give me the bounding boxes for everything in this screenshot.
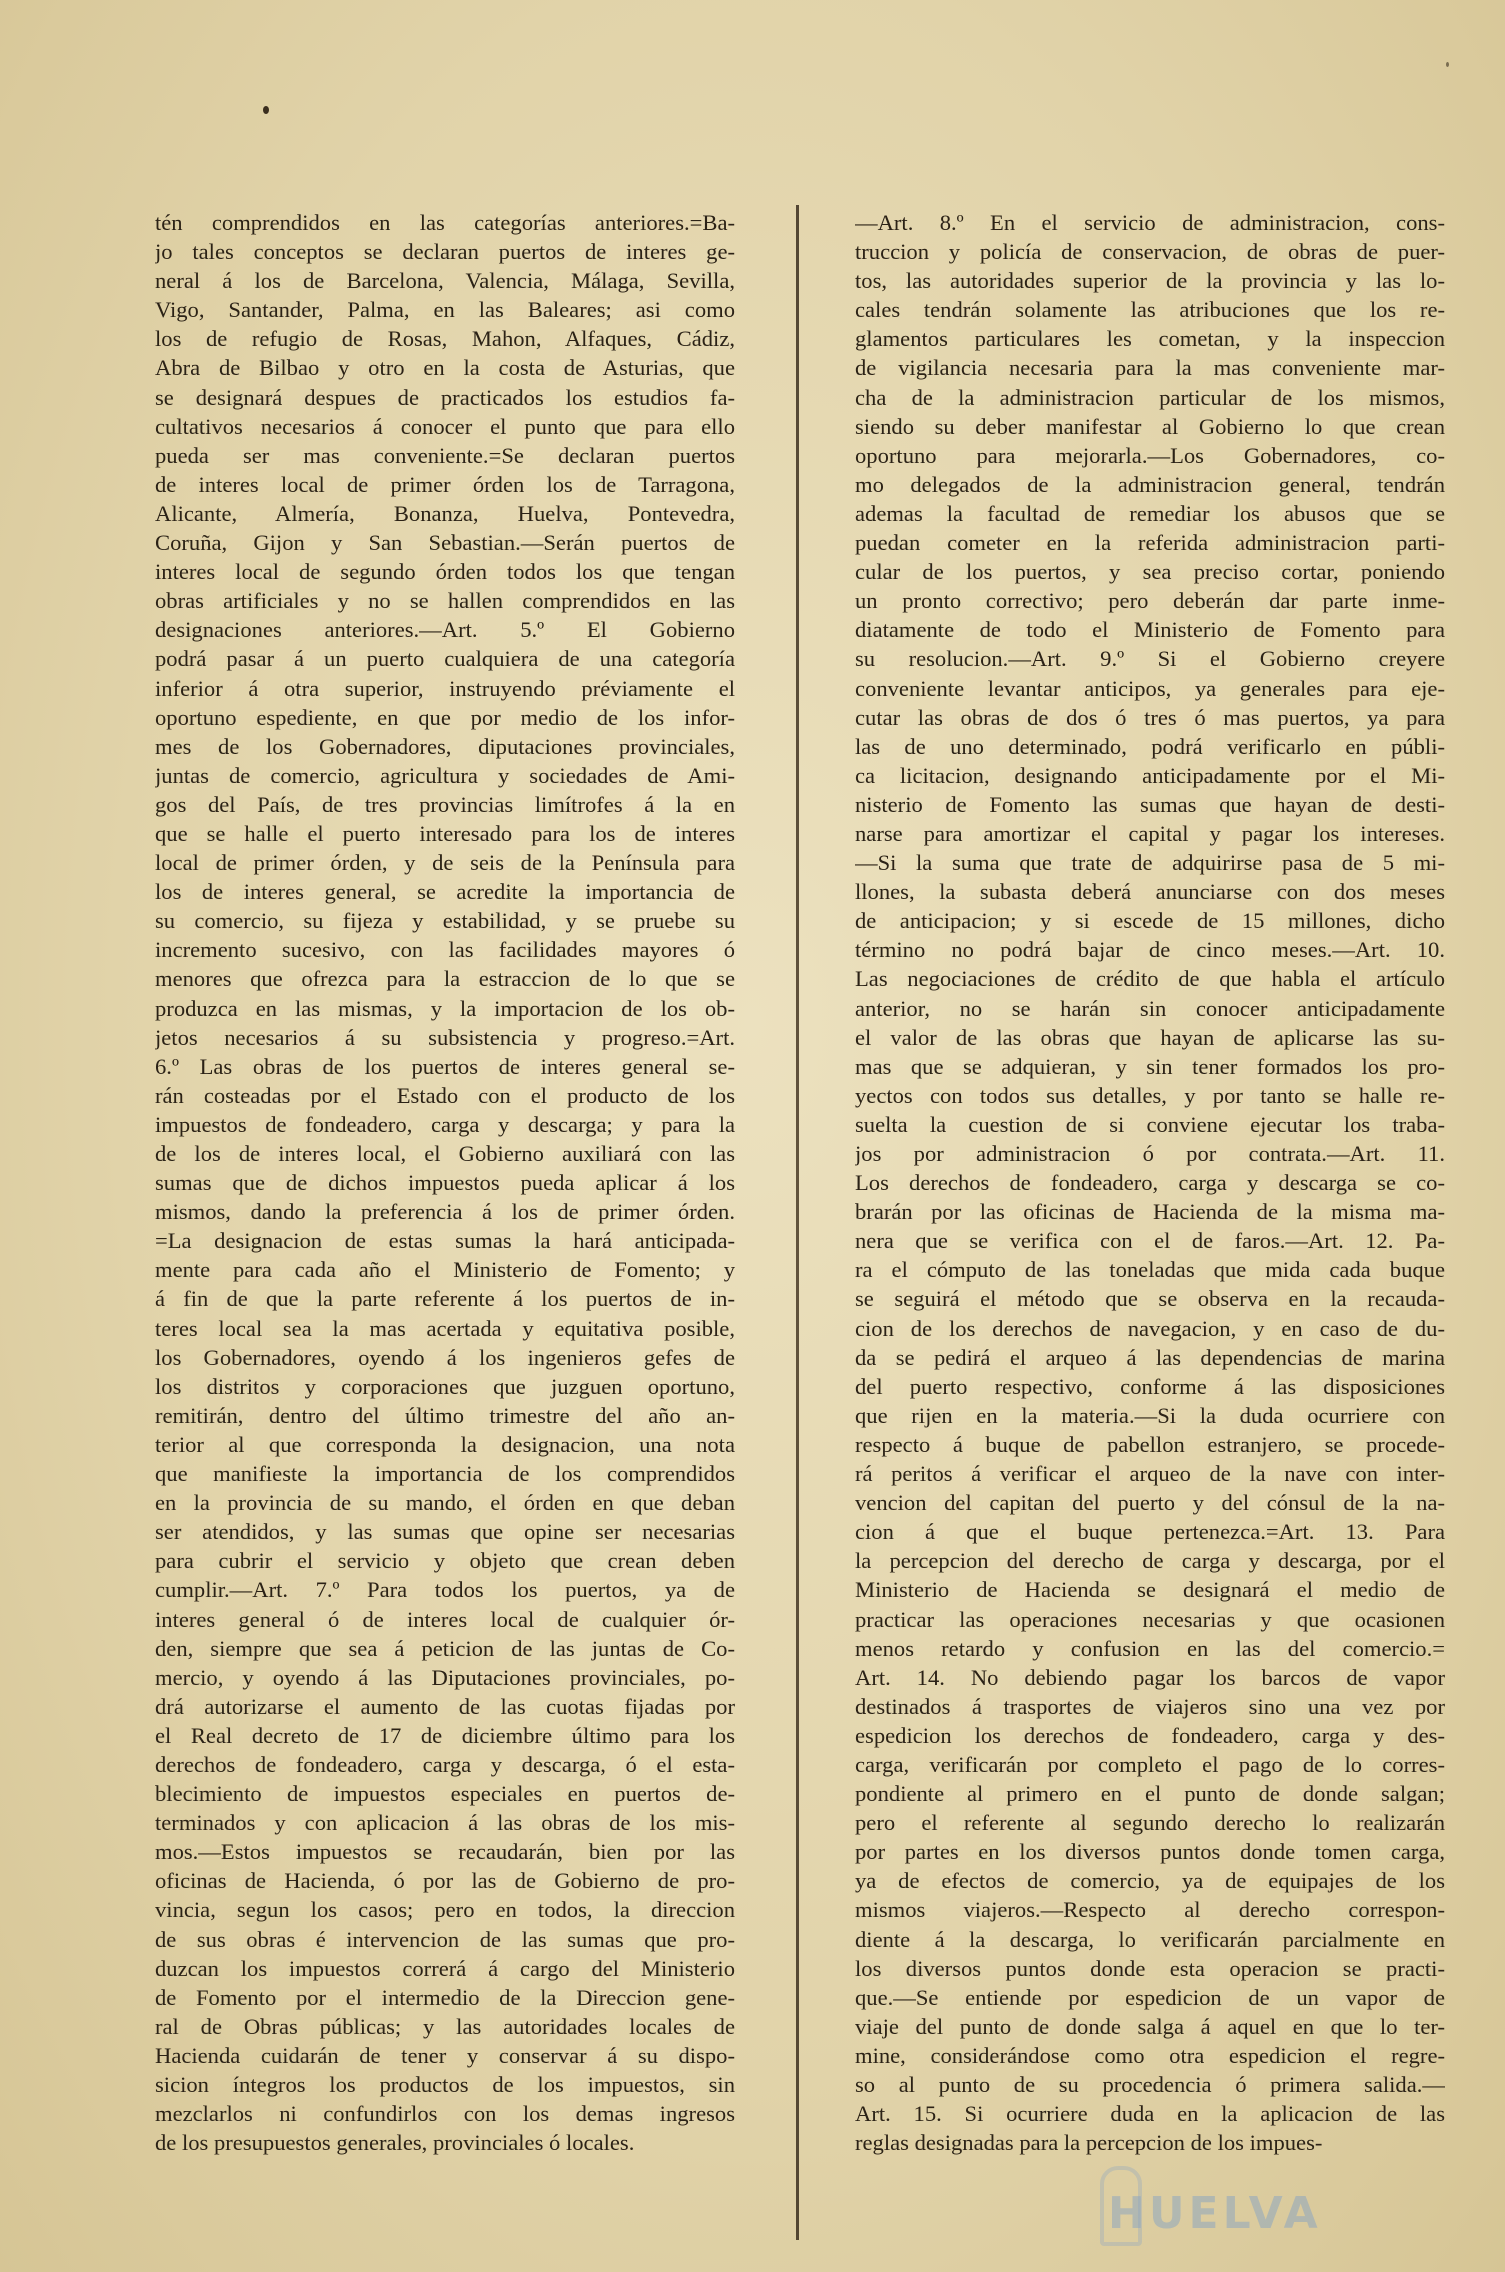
text-line: vencion del capitan del puerto y del cónsul de la na-: [855, 1490, 1445, 1516]
text-line: diatamente de todo el Ministerio de Fomento para: [855, 617, 1445, 643]
text-line: los diversos puntos donde esta operacion se practi-: [855, 1955, 1445, 1981]
text-line: Art. 15. Si ocurriere duda en la aplicacion de las: [855, 2101, 1445, 2127]
text-line: 6.º Las obras de los puertos de interes general se-: [155, 1053, 735, 1079]
text-line: duzcan los impuestos correrá á cargo del Ministerio: [155, 1955, 735, 1981]
text-line: den, siempre que sea á peticion de las juntas de Co-: [155, 1635, 735, 1661]
text-line: obras artificiales y no se hallen comprendidos en las: [155, 588, 735, 614]
text-line: de interes local de primer órden los de Tarragona,: [155, 471, 735, 497]
text-line: el Real decreto de 17 de diciembre último para los: [155, 1722, 735, 1748]
text-line: que se halle el puerto interesado para los de interes: [155, 820, 735, 846]
text-line: ademas la facultad de remediar los abusos que se: [855, 500, 1445, 526]
text-line: reglas designadas para la percepcion de los impues-: [855, 2130, 1323, 2156]
text-line: —Si la suma que trate de adquirirse pasa de 5 mi-: [855, 850, 1445, 876]
text-line: que rijen en la materia.—Si la duda ocurriere con: [855, 1402, 1445, 1428]
text-line: terior al que corresponda la designacion, una nota: [155, 1431, 735, 1457]
text-line: mente para cada año el Ministerio de Fomento; y: [155, 1257, 735, 1283]
text-line: cha de la administracion particular de los mismos,: [855, 384, 1445, 410]
text-line: inferior á otra superior, instruyendo préviamente el: [155, 675, 735, 701]
text-line: llones, la subasta deberá anunciarse con dos meses: [855, 879, 1445, 905]
text-line: glamentos particulares les cometan, y la inspeccion: [855, 326, 1445, 352]
text-line: impuestos de fondeadero, carga y descarga; y para la: [155, 1111, 735, 1137]
text-line: cion á que el buque pertenezca.=Art. 13. Para: [855, 1519, 1445, 1545]
text-line: juntas de comercio, agricultura y sociedades de Ami-: [155, 762, 735, 788]
text-line: neral á los de Barcelona, Valencia, Málaga, Sevilla,: [155, 268, 735, 294]
text-line: los distritos y corporaciones que juzguen oportuno,: [155, 1373, 735, 1399]
text-line: su resolucion.—Art. 9.º Si el Gobierno creyere: [855, 646, 1445, 672]
text-line: ser atendidos, y las sumas que opine ser necesarias: [155, 1519, 735, 1545]
text-line: que manifieste la importancia de los comprendidos: [155, 1461, 735, 1487]
text-line: Coruña, Gijon y San Sebastian.—Serán puertos de: [155, 530, 735, 556]
text-line: tos, las autoridades superior de la provincia y las lo-: [855, 268, 1445, 294]
text-line: de los de interes local, el Gobierno auxiliará con las: [155, 1141, 735, 1166]
text-line: Vigo, Santander, Palma, en las Baleares; asi como: [155, 297, 735, 323]
text-line: drá autorizarse el aumento de las cuotas fijadas por: [155, 1693, 735, 1719]
text-line: ca licitacion, designando anticipadamente por el Mi-: [855, 762, 1445, 788]
text-line: Hacienda cuidarán de tener y conservar á su dispo-: [155, 2042, 735, 2068]
text-line: mos.—Estos impuestos se recaudarán, bien por las: [155, 1839, 735, 1865]
text-line: incremento sucesivo, con las facilidades mayores ó: [155, 937, 735, 963]
text-line: por partes en los diversos puntos donde tomen carga,: [855, 1839, 1445, 1865]
text-line: rá peritos á verificar el arqueo de la nave con inter-: [855, 1461, 1445, 1487]
text-line: los Gobernadores, oyendo á los ingenieros gefes de: [155, 1344, 735, 1370]
text-line: ya de efectos de comercio, ya de equipajes de los: [855, 1868, 1445, 1894]
text-line: pueda ser mas conveniente.=Se declaran puertos: [155, 442, 735, 468]
text-line: cular de los puertos, y sea preciso cortar, poniendo: [855, 559, 1445, 585]
text-line: espedicion los derechos de fondeadero, carga y des-: [855, 1722, 1445, 1748]
text-line: se designará despues de practicados los estudios fa-: [155, 384, 735, 410]
text-line: derechos de fondeadero, carga y descarga, ó el esta-: [155, 1751, 735, 1777]
column-divider: [796, 205, 799, 2240]
text-line: oficinas de Hacienda, ó por las de Gobierno de pro-: [155, 1868, 735, 1894]
text-line: Ministerio de Hacienda se designará el medio de: [855, 1577, 1445, 1603]
text-line: diente á la descarga, lo verificarán parcialmente en: [855, 1926, 1445, 1952]
text-line: siendo su deber manifestar al Gobierno lo que crean: [855, 413, 1445, 439]
text-line: suelta la cuestion de si conviene ejecutar los traba-: [855, 1111, 1445, 1137]
text-line: mismos viajeros.—Respecto al derecho correspon-: [855, 1897, 1445, 1923]
text-line: jo tales conceptos se declaran puertos de interes ge-: [155, 239, 735, 265]
text-line: practicar las operaciones necesarias y que ocasionen: [855, 1606, 1445, 1632]
text-line: de Fomento por el intermedio de la Direccion gene-: [155, 1984, 735, 2010]
text-line: =La designacion de estas sumas la hará anticipada-: [155, 1228, 735, 1254]
text-line: en la provincia de su mando, el órden en que deban: [155, 1490, 735, 1516]
text-column-left: [155, 208, 735, 2157]
text-line: da se pedirá el arqueo á las dependencias de marina: [855, 1344, 1445, 1370]
ink-speck: [263, 106, 269, 114]
text-line: interes general ó de interes local de cualquier ór-: [155, 1606, 735, 1632]
text-line: designaciones anteriores.—Art. 5.º El Gobierno: [155, 617, 735, 643]
text-line: las de uno determinado, podrá verificarlo en públi-: [855, 733, 1445, 759]
text-line: blecimiento de impuestos especiales en puertos de-: [155, 1781, 735, 1807]
text-line: Las negociaciones de crédito de que habla el artículo: [855, 966, 1445, 992]
text-line: ral de Obras públicas; y las autoridades locales de: [155, 2013, 735, 2039]
text-line: podrá pasar á un puerto cualquiera de una categoría: [155, 646, 735, 672]
text-line: Alicante, Almería, Bonanza, Huelva, Pontevedra,: [155, 500, 735, 526]
text-line: cales tendrán solamente las atribuciones que los re-: [855, 297, 1445, 323]
text-line: truccion y policía de conservacion, de obras de puer-: [855, 239, 1445, 265]
text-line: cultativos necesarios á conocer el punto que para ello: [155, 413, 735, 439]
text-line: nisterio de Fomento las sumas que hayan de desti-: [855, 791, 1445, 817]
watermark: HUELVA: [1108, 2188, 1322, 2239]
text-line: conveniente levantar anticipos, ya generales para eje-: [855, 675, 1445, 701]
text-line: puedan cometer en la referida administracion parti-: [855, 530, 1445, 556]
text-line: pondiente al primero en el punto de donde salgan;: [855, 1781, 1445, 1807]
text-line: jetos necesarios á su subsistencia y progreso.=Art.: [155, 1024, 735, 1050]
text-line: mes de los Gobernadores, diputaciones provinciales,: [155, 733, 735, 759]
text-line: su comercio, su fijeza y estabilidad, y se pruebe su: [155, 908, 735, 934]
text-line: oportuno para mejorarla.—Los Gobernadores, co-: [855, 442, 1445, 468]
text-line: que.—Se entiende por espedicion de un vapor de: [855, 1984, 1445, 2010]
text-line: teres local sea la mas acertada y equitativa posible,: [155, 1315, 735, 1341]
text-line: Art. 14. No debiendo pagar los barcos de vapor: [855, 1664, 1445, 1690]
text-line: respecto á buque de pabellon estranjero, se procede-: [855, 1431, 1445, 1457]
text-line: remitirán, dentro del último trimestre del año an-: [155, 1402, 735, 1428]
text-line: Abra de Bilbao y otro en la costa de Asturias, que: [155, 355, 735, 381]
text-line: sumas que de dichos impuestos pueda aplicar á los: [155, 1170, 735, 1196]
text-line: interes local de segundo órden todos los que tengan: [155, 559, 735, 585]
text-line: término no podrá bajar de cinco meses.—Art. 10.: [855, 937, 1445, 963]
text-line: tén comprendidos en las categorías anteriores.=Ba-: [155, 210, 735, 235]
text-line: el valor de las obras que hayan de aplicarse las su-: [855, 1024, 1445, 1050]
text-line: —Art. 8.º En el servicio de administracion, cons-: [855, 210, 1445, 235]
text-line: Los derechos de fondeadero, carga y descarga se co-: [855, 1170, 1445, 1196]
text-line: destinados á trasportes de viajeros sino una vez por: [855, 1693, 1445, 1719]
text-line: menores que ofrezca para la estraccion de lo que se: [155, 966, 735, 992]
text-line: sicion íntegros los productos de los impuestos, sin: [155, 2072, 735, 2097]
text-line: anterior, no se harán sin conocer anticipadamente: [855, 995, 1445, 1021]
text-line: los de refugio de Rosas, Mahon, Alfaques, Cádiz,: [155, 326, 735, 352]
text-line: vincia, segun los casos; pero en todos, la direccion: [155, 1897, 735, 1923]
text-line: jos por administracion ó por contrata.—Art. 11.: [855, 1141, 1445, 1166]
text-line: de sus obras é intervencion de las sumas que pro-: [155, 1926, 735, 1952]
text-line: de vigilancia necesaria para la mas conveniente mar-: [855, 355, 1445, 381]
text-line: se seguirá el método que se observa en la recauda-: [855, 1286, 1445, 1312]
text-line: un pronto correctivo; pero deberán dar parte inme-: [855, 588, 1445, 614]
text-line: pero el referente al segundo derecho lo realizarán: [855, 1810, 1445, 1836]
text-line: mas que se adquieran, y sin tener formados los pro-: [855, 1053, 1445, 1079]
text-line: terminados y con aplicacion á las obras de los mis-: [155, 1810, 735, 1836]
text-line: cumplir.—Art. 7.º Para todos los puertos, ya de: [155, 1577, 735, 1603]
text-line: gos del País, de tres provincias limítrofes á la en: [155, 791, 735, 817]
text-line: á fin de que la parte referente á los puertos de in-: [155, 1286, 735, 1312]
text-line: so al punto de su procedencia ó primera salida.—: [855, 2072, 1445, 2097]
text-line: rán costeadas por el Estado con el producto de los: [155, 1082, 735, 1108]
text-line: carga, verificarán por completo el pago de lo corres-: [855, 1751, 1445, 1777]
text-line: produzca en las mismas, y la importacion de los ob-: [155, 995, 735, 1021]
text-column-right: [855, 208, 1445, 2157]
text-line: mine, considerándose como otra espedicion el regre-: [855, 2042, 1445, 2068]
text-line: para cubrir el servicio y objeto que crean deben: [155, 1548, 735, 1574]
text-line: mercio, y oyendo á las Diputaciones provinciales, po-: [155, 1664, 735, 1690]
text-line: nera que se verifica con el de faros.—Art. 12. Pa-: [855, 1228, 1445, 1254]
text-line: cion de los derechos de navegacion, y en caso de du-: [855, 1315, 1445, 1341]
text-line: mezclarlos ni confundirlos con los demas ingresos: [155, 2101, 735, 2127]
text-line: menos retardo y confusion en las del comercio.=: [855, 1635, 1445, 1661]
text-line: local de primer órden, y de seis de la Península para: [155, 850, 735, 876]
text-line: ra el cómputo de las toneladas que mida cada buque: [855, 1257, 1445, 1283]
text-line: mo delegados de la administracion general, tendrán: [855, 471, 1445, 497]
text-line: oportuno espediente, en que por medio de los infor-: [155, 704, 735, 730]
text-line: brarán por las oficinas de Hacienda de la misma ma-: [855, 1199, 1445, 1225]
text-line: yectos con todos sus detalles, y por tanto se halle re-: [855, 1082, 1445, 1108]
text-line: narse para amortizar el capital y pagar los intereses.: [855, 820, 1445, 846]
ink-speck: [1446, 62, 1449, 67]
text-line: los de interes general, se acredite la importancia de: [155, 879, 735, 905]
text-line: cutar las obras de dos ó tres ó mas puertos, ya para: [855, 704, 1445, 730]
text-line: de anticipacion; y si escede de 15 millones, dicho: [855, 908, 1445, 934]
text-line: de los presupuestos generales, provinciales ó locales.: [155, 2130, 635, 2156]
text-line: viaje del punto de donde salga á aquel en que lo ter-: [855, 2013, 1445, 2039]
text-line: la percepcion del derecho de carga y descarga, por el: [855, 1548, 1445, 1574]
text-line: mismos, dando la preferencia á los de primer órden.: [155, 1199, 735, 1225]
text-line: del puerto respectivo, conforme á las disposiciones: [855, 1373, 1445, 1399]
